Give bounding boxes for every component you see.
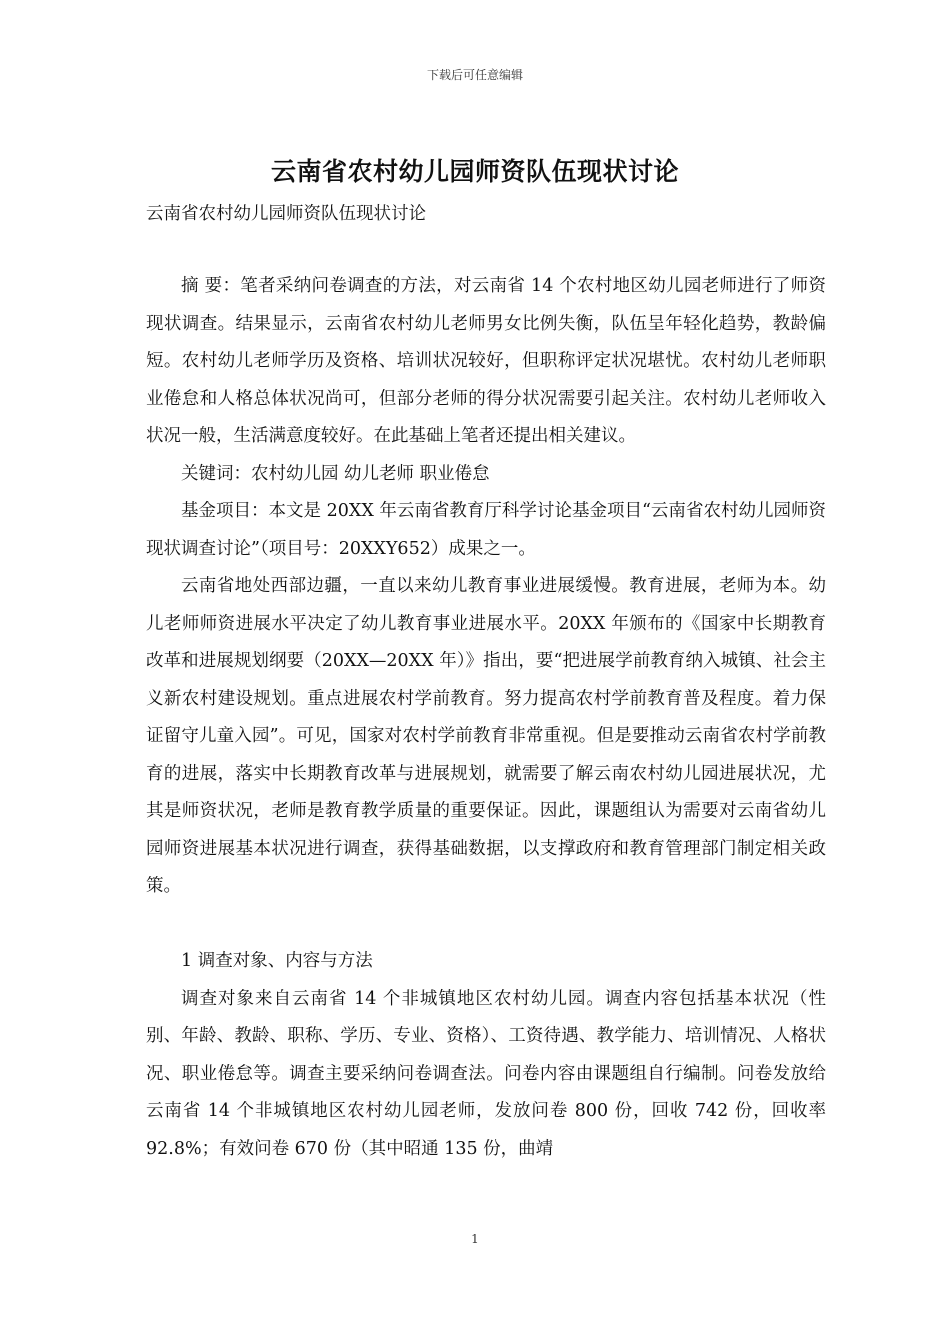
abstract-paragraph: 摘 要：笔者采纳问卷调查的方法，对云南省 14 个农村地区幼儿园老师进行了师资现状调查。结果显示，云南省农村幼儿老师男女比例失衡，队伍呈年轻化趋势，教龄偏短。农村幼儿老师学历及资格、培训状况较好，但职称评定状况堪忧。农村幼儿老师职业倦怠和人格总体状况尚可，但部分老师的得分状况需要引起关注。农村幼儿老师收入状况一般，生活满意度较好。在此基础上笔者还提出相关建议。	[146, 276, 826, 446]
intro-paragraph: 云南省地处西部边疆，一直以来幼儿教育事业进展缓慢。教育进展，老师为本。幼儿老师师资进展水平决定了幼儿教育事业进展水平。20XX 年颁布的《国家中长期教育改革和进展规划纲要（20XX—20XX 年）》指出，要“把进展学前教育纳入城镇、社会主义新农村建设规划。重点进展农村学前教育。努力提高农村学前教育普及程度。着力保证留守儿童入园”。可见，国家对农村学前教育非常重视。但是要推动云南省农村学前教育的进展，落实中长期教育改革与进展规划，就需要了解云南农村幼儿园进展状况，尤其是师资状况，老师是教育教学质量的重要保证。因此，课题组认为需要对云南省幼儿园师资进展基本状况进行调查，获得基础数据，以支撑政府和教育管理部门制定相关政策。	[146, 576, 826, 896]
section-heading: 1 调查对象、内容与方法	[181, 951, 373, 971]
document-body	[146, 268, 826, 1168]
page-header: 下载后可任意编辑	[426, 68, 523, 82]
keywords-paragraph: 关键词：农村幼儿园 幼儿老师 职业倦怠	[181, 463, 490, 484]
section-paragraph: 调查对象来自云南省 14 个非城镇地区农村幼儿园。调查内容包括基本状况（性别、年龄、教龄、职称、学历、专业、资格）、工资待遇、教学能力、培训情况、人格状况、职业倦怠等。调查主要采纳问卷调查法。问卷内容由课题组自行编制。问卷发放给云南省 14 个非城镇地区农村幼儿园老师，发放问卷 800 份，回收 742 份，回收率 92.8%；有效问卷 670 份（其中昭通 135 份，曲靖	[146, 988, 826, 1159]
page-number: 1	[471, 1232, 479, 1246]
fund-paragraph: 基金项目：本文是 20XX 年云南省教育厅科学讨论基金项目“云南省农村幼儿园师资现状调查讨论”（项目号：20XXY652）成果之一。	[146, 501, 826, 559]
document-title: 云南省农村幼儿园师资队伍现状讨论	[270, 157, 679, 186]
paragraph-gap	[146, 906, 826, 944]
document-subtitle: 云南省农村幼儿园师资队伍现状讨论	[146, 204, 426, 224]
